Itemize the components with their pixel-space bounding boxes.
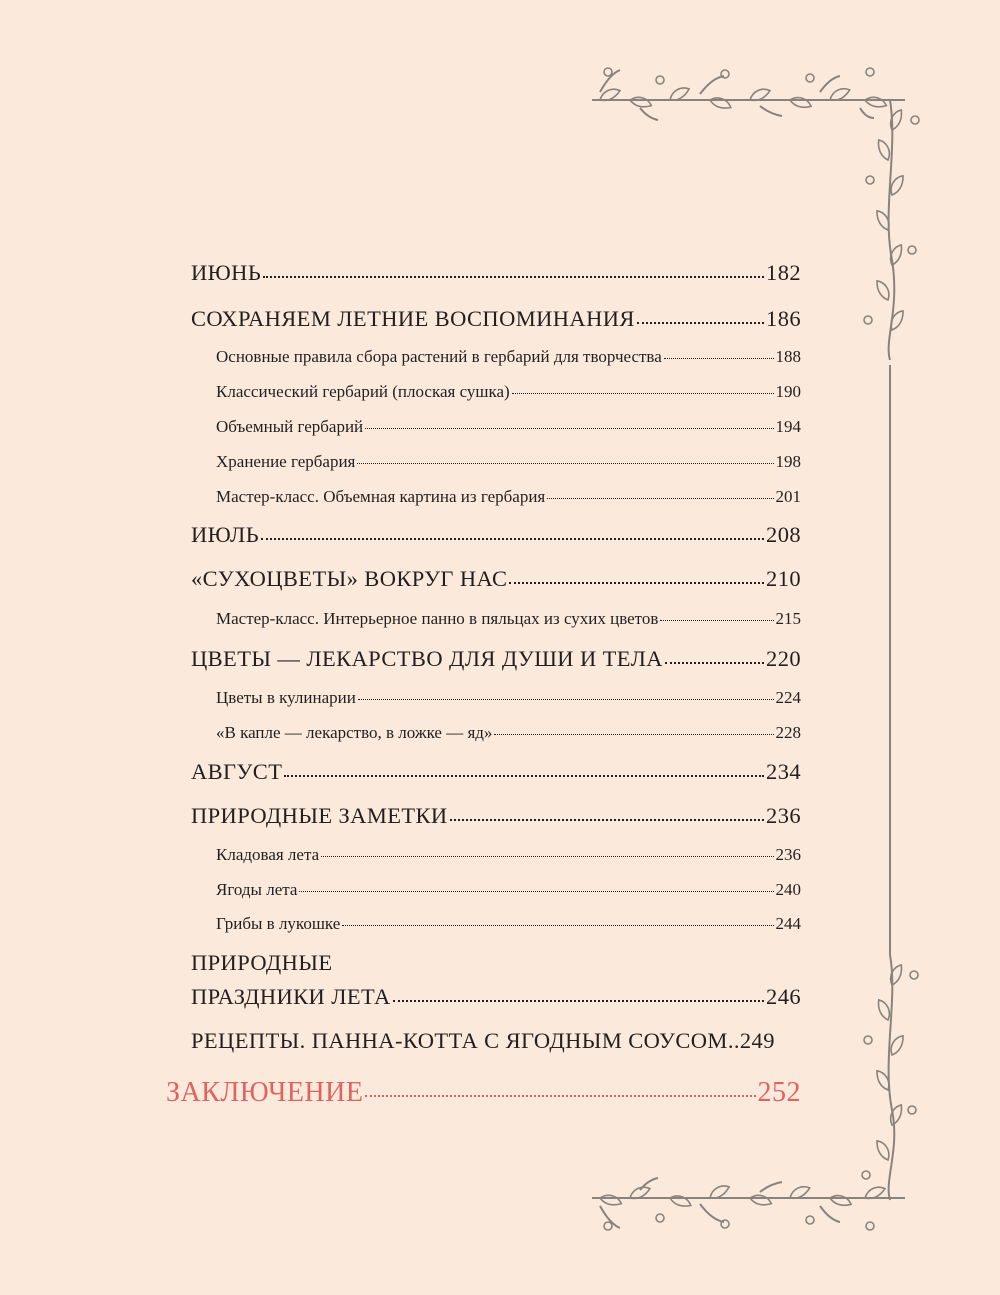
dot-leader	[358, 698, 774, 700]
toc-entry-label: АВГУСТ	[191, 759, 283, 784]
toc-entry-page: 186	[766, 306, 801, 331]
toc-entry-page: 249	[739, 1028, 775, 1053]
dot-leader	[299, 890, 773, 892]
dot-leader	[512, 392, 774, 394]
toc-entry-page: 190	[775, 382, 801, 401]
toc-entry-label: «В капле — лекарство, в ложке — яд»	[216, 723, 493, 742]
toc-entry-page: 215	[775, 609, 801, 628]
toc-entry-label: Мастер-класс. Объемная картина из гербария	[216, 487, 546, 506]
toc-subentry-herbarium-rules[interactable]	[216, 347, 801, 367]
toc-entry-page: 236	[775, 845, 801, 864]
toc-subentry-summer-pantry[interactable]	[216, 845, 801, 865]
toc-entry-page: 246	[766, 984, 801, 1009]
toc-entry-page: 182	[766, 260, 801, 285]
toc-entry-label: Основные правила сбора растений в гербарий для творчества	[216, 347, 662, 366]
toc-entry-august[interactable]	[191, 759, 801, 785]
toc-subentry-classic-herbarium[interactable]	[216, 382, 801, 402]
toc-subentry-flowers-cooking[interactable]	[216, 688, 801, 708]
dot-leader	[547, 497, 773, 499]
toc-entry-label: Грибы в лукошке	[216, 914, 341, 933]
dot-leader	[261, 537, 764, 540]
toc-entry-conclusion[interactable]	[166, 1077, 801, 1109]
toc-entry-label: РЕЦЕПТЫ. ПАННА-КОТТА С ЯГОДНЫМ СОУСОМ..	[191, 1028, 740, 1053]
toc-entry-label: ИЮЛЬ	[191, 522, 260, 547]
toc-entry-summer-memories[interactable]	[191, 306, 801, 332]
toc-subentry-drop-medicine[interactable]	[216, 723, 801, 743]
toc-entry-page: 210	[766, 566, 801, 591]
toc-entry-page: 244	[775, 914, 801, 933]
toc-subentry-volume-herbarium[interactable]	[216, 417, 801, 437]
toc-entry-page: 252	[757, 1077, 801, 1108]
toc-entry-label: Кладовая лета	[216, 845, 320, 864]
toc-entry-june[interactable]	[191, 260, 801, 286]
dot-leader	[664, 357, 774, 359]
dot-leader	[365, 1094, 755, 1097]
toc-entry-label: ПРИРОДНЫЕ ЗАМЕТКИ	[191, 803, 448, 828]
toc-entry-label: «СУХОЦВЕТЫ» ВОКРУГ НАС	[191, 566, 508, 591]
toc-entry-recipes[interactable]	[191, 1028, 801, 1054]
toc-entry-label: СОХРАНЯЕМ ЛЕТНИЕ ВОСПОМИНАНИЯ	[191, 306, 635, 331]
toc-entry-page: 240	[775, 880, 801, 899]
toc-entry-label: ИЮНЬ	[191, 260, 262, 285]
dot-leader	[263, 275, 764, 278]
dot-leader	[357, 462, 773, 464]
dot-leader	[342, 924, 773, 926]
dot-leader	[665, 661, 764, 664]
toc-entry-page: 234	[766, 759, 801, 784]
dot-leader	[660, 619, 773, 621]
toc-entry-label: Мастер-класс. Интерьерное панно в пяльцах из сухих цветов	[216, 609, 659, 628]
toc-entry-page: 220	[766, 646, 801, 671]
toc-subentry-mushrooms[interactable]	[216, 914, 801, 934]
dot-leader	[450, 818, 764, 821]
toc-entry-label: Цветы в кулинарии	[216, 688, 356, 707]
toc-entry-label: Хранение гербария	[216, 452, 356, 471]
toc-entry-nature-notes[interactable]	[191, 803, 801, 829]
toc-entry-page: 224	[775, 688, 801, 707]
toc-entry-page: 228	[775, 723, 801, 742]
toc-entry-label: ЗАКЛЮЧЕНИЕ	[166, 1077, 364, 1108]
toc-entry-holidays-line1[interactable]: ПРИРОДНЫЕ	[191, 950, 333, 975]
dot-leader	[284, 774, 764, 777]
toc-subentry-summer-berries[interactable]	[216, 880, 801, 900]
dot-leader	[393, 999, 764, 1002]
toc-entry-holidays[interactable]	[191, 984, 801, 1010]
toc-entry-label: ЦВЕТЫ — ЛЕКАРСТВО ДЛЯ ДУШИ И ТЕЛА	[191, 646, 663, 671]
toc-entry-page: 198	[775, 452, 801, 471]
toc-entry-july[interactable]	[191, 522, 801, 548]
toc-subentry-masterclass-panel[interactable]	[216, 609, 801, 629]
toc-entry-label: ПРАЗДНИКИ ЛЕТА	[191, 984, 391, 1009]
toc-entry-dried-flowers[interactable]	[191, 566, 801, 592]
dot-leader	[321, 855, 773, 857]
toc-subentry-herbarium-storage[interactable]	[216, 452, 801, 472]
dot-leader	[509, 581, 764, 584]
toc-entry-page: 194	[775, 417, 801, 436]
toc-entry-flowers-medicine[interactable]	[191, 646, 801, 672]
toc-entry-page: 188	[775, 347, 801, 366]
toc-subentry-masterclass-picture[interactable]	[216, 487, 801, 507]
toc-entry-page: 208	[766, 522, 801, 547]
dot-leader	[365, 427, 773, 429]
dot-leader	[637, 321, 764, 324]
toc-entry-label: Ягоды лета	[216, 880, 298, 899]
toc-entry-page: 236	[766, 803, 801, 828]
toc-entry-page: 201	[775, 487, 801, 506]
toc-entry-label: Объемный гербарий	[216, 417, 364, 436]
dot-leader	[494, 733, 773, 735]
toc-entry-label: Классический гербарий (плоская сушка)	[216, 382, 510, 401]
